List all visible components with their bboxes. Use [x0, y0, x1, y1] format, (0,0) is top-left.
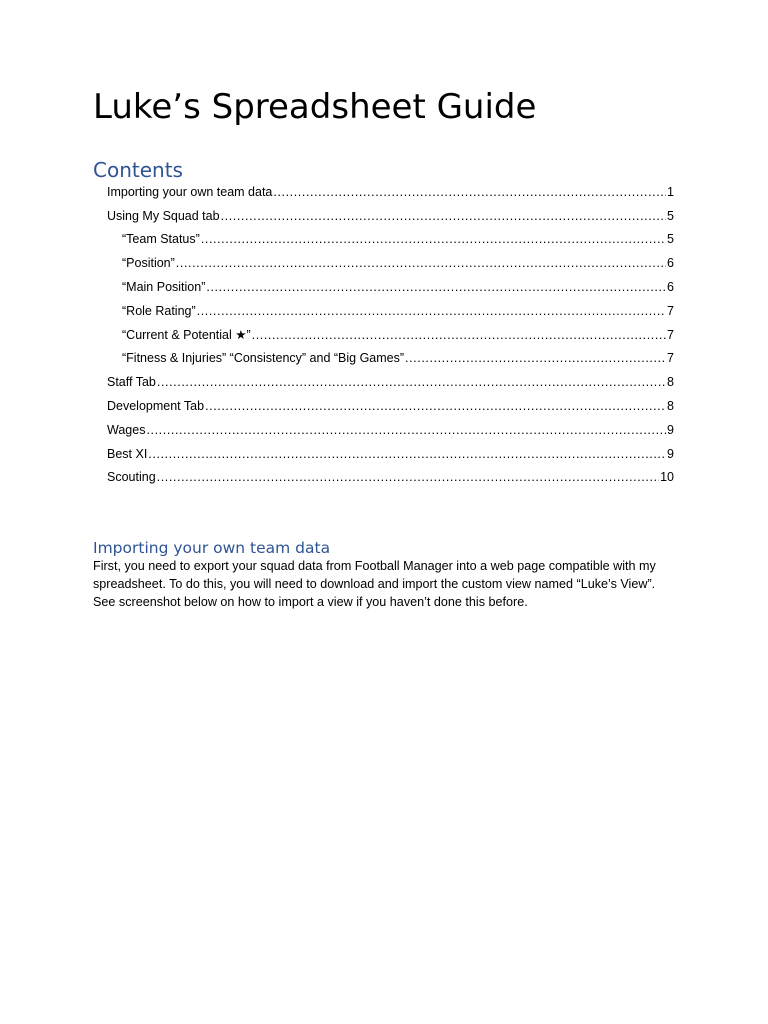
- toc-entry[interactable]: [0, 275, 674, 299]
- toc-entry-page-number: 7: [667, 303, 674, 318]
- toc-dot-leader: [221, 209, 666, 223]
- toc-entry-label: “Team Status”: [122, 232, 200, 247]
- toc-entry-label: Scouting: [107, 470, 156, 485]
- body-paragraph: First, you need to export your squad data from Football Manager into a web page compatible with my spreadsheet. To do this, you will need to download and import the custom view named “Luke’s View”. See screenshot below on how to import a view if you haven’t done this before.: [93, 559, 656, 609]
- toc-entry-page-number: 9: [667, 422, 674, 437]
- toc-entry[interactable]: [0, 299, 674, 323]
- section-heading: Importing your own team data: [93, 539, 331, 557]
- toc-dot-leader: [157, 470, 659, 484]
- toc-entry-label: “Position”: [122, 256, 175, 271]
- toc-dot-leader: [176, 256, 666, 270]
- toc-entry-label: “Fitness & Injuries” “Consistency” and “Big Games”: [122, 351, 405, 366]
- toc-entry-label: Using My Squad tab: [107, 208, 220, 223]
- toc-dot-leader: [205, 399, 666, 413]
- document-title: Luke’s Spreadsheet Guide: [93, 87, 537, 127]
- toc-entry[interactable]: [0, 466, 674, 490]
- toc-dot-leader: [146, 423, 666, 437]
- toc-dot-leader: [197, 304, 666, 318]
- toc-entry[interactable]: [0, 204, 674, 228]
- toc-entry-label: “Main Position”: [122, 280, 206, 295]
- toc-entry-page-number: 5: [667, 232, 674, 247]
- toc-dot-leader: [148, 447, 666, 461]
- toc-dot-leader: [206, 280, 666, 294]
- toc-entry-page-number: 7: [667, 327, 674, 342]
- toc-entry-label: Wages: [107, 422, 146, 437]
- toc-dot-leader: [201, 232, 666, 246]
- toc-entry-page-number: 7: [667, 351, 674, 366]
- toc-dot-leader: [273, 185, 666, 199]
- toc-dot-leader: [157, 375, 666, 389]
- toc-entry-label: Development Tab: [107, 399, 205, 414]
- toc-entry-label: “Role Rating”: [122, 303, 196, 318]
- toc-entry-page-number: 8: [667, 399, 674, 414]
- toc-entry-label: Staff Tab: [107, 375, 156, 390]
- toc-entry[interactable]: [0, 180, 674, 204]
- toc-entry-label: “Current & Potential ★”: [122, 328, 251, 343]
- toc-entry[interactable]: [0, 442, 674, 466]
- toc-dot-leader: [405, 351, 666, 365]
- toc-entry-page-number: 1: [667, 184, 674, 199]
- toc-entry-page-number: 10: [660, 470, 674, 485]
- toc-entry[interactable]: [0, 251, 674, 275]
- toc-entry[interactable]: [0, 323, 674, 347]
- toc-entry[interactable]: [0, 228, 674, 252]
- toc-entry-label: Importing your own team data: [107, 184, 273, 199]
- toc-entry[interactable]: [0, 394, 674, 418]
- table-of-contents: [0, 180, 768, 489]
- toc-dot-leader: [252, 328, 666, 342]
- toc-entry-page-number: 5: [667, 208, 674, 223]
- toc-entry[interactable]: [0, 370, 674, 394]
- contents-heading: Contents: [93, 158, 183, 182]
- toc-entry-label: Best XI: [107, 446, 148, 461]
- toc-entry-page-number: 9: [667, 446, 674, 461]
- toc-entry[interactable]: [0, 418, 674, 442]
- toc-entry-page-number: 6: [667, 280, 674, 295]
- toc-entry[interactable]: [0, 347, 674, 371]
- toc-entry-page-number: 6: [667, 256, 674, 271]
- toc-entry-page-number: 8: [667, 375, 674, 390]
